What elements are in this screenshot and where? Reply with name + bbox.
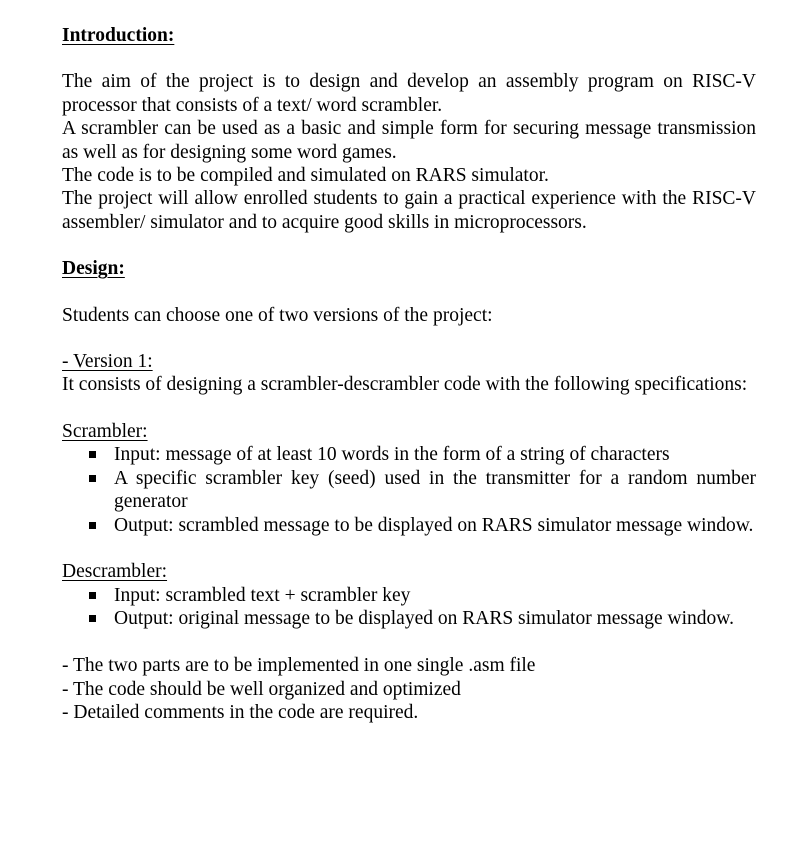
design-lead: Students can choose one of two versions of the project: <box>62 304 493 326</box>
square-bullet-icon <box>89 475 96 482</box>
version-1-label <box>62 350 756 373</box>
list-item <box>114 584 756 607</box>
scrambler-item-text: Output: scrambled message to be displayed on RARS simulator message window. <box>114 514 754 536</box>
design-heading: Design: <box>62 258 125 280</box>
intro-paragraph-4: The project will allow enrolled students to gain a practical experience with the RISC-V assembler/ simulator and to acquire good skills in microprocessors. <box>62 188 756 233</box>
note-3: - Detailed comments in the code are required. <box>62 701 419 723</box>
square-bullet-icon <box>89 592 96 599</box>
note-1: - The two parts are to be implemented in one single .asm file <box>62 655 536 677</box>
intro-paragraph-3: The code is to be compiled and simulated on RARS simulator. <box>62 165 549 187</box>
list-item <box>114 467 756 514</box>
descrambler-label <box>62 560 756 583</box>
square-bullet-icon <box>89 451 96 458</box>
scrambler-label-text: Scrambler: <box>62 420 148 442</box>
descrambler-item-text: Output: original message to be displayed on RARS simulator message window. <box>114 608 734 630</box>
intro-paragraph-2: A scrambler can be used as a basic and simple form for securing message transmission as well as for designing some word games. <box>62 118 756 163</box>
scrambler-list <box>62 443 756 537</box>
version-1-description: It consists of designing a scrambler-descrambler code with the following specifications: <box>62 374 748 396</box>
descrambler-list <box>62 584 756 631</box>
note-2: - The code should be well organized and optimized <box>62 678 461 700</box>
list-item <box>114 607 756 630</box>
intro-paragraph-1: The aim of the project is to design and develop an assembly program on RISC-V processor that consists of a text/ word scrambler. <box>62 71 756 116</box>
list-item <box>114 443 756 466</box>
descrambler-label-text: Descrambler: <box>62 561 168 583</box>
document-page <box>62 24 756 724</box>
version-1-label-text: - Version 1: <box>62 351 153 373</box>
list-item <box>114 514 756 537</box>
scrambler-item-text: Input: message of at least 10 words in the form of a string of characters <box>114 444 670 466</box>
introduction-heading: Introduction: <box>62 25 175 46</box>
square-bullet-icon <box>89 615 96 622</box>
scrambler-item-text: A specific scrambler key (seed) used in the transmitter for a random number generator <box>114 467 756 513</box>
descrambler-item-text: Input: scrambled text + scrambler key <box>114 584 411 606</box>
scrambler-label <box>62 420 756 443</box>
square-bullet-icon <box>89 522 96 529</box>
